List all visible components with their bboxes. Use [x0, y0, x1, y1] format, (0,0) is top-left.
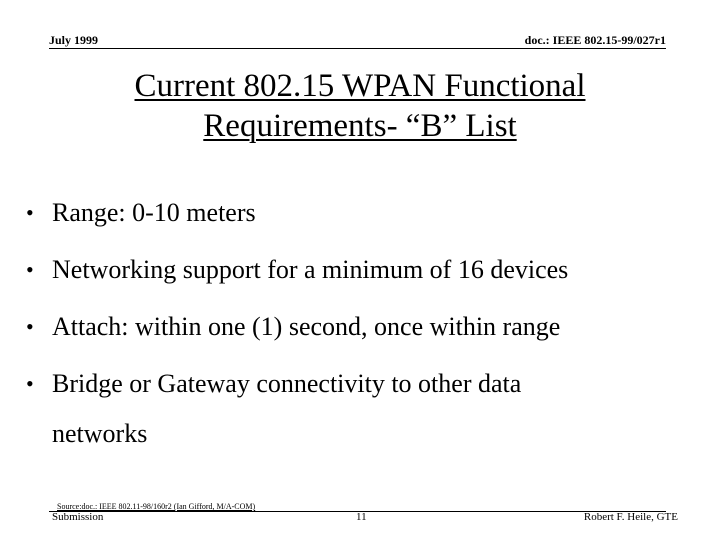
bullet-text: Range: 0-10 meters	[52, 198, 256, 227]
bullet-text-continuation: networks	[52, 419, 148, 448]
header-date: July 1999	[49, 33, 99, 47]
slide-title	[60, 66, 660, 146]
bullet-dot-icon: •	[26, 371, 34, 396]
footer-author: Robert F. Heile, GTE	[583, 511, 678, 523]
source-note: Source:doc.: IEEE 802.11-98/160r2 (Ian Gifford, M/A-COM)	[57, 502, 256, 511]
bullet-item-range	[26, 190, 696, 236]
bullet-text: Networking support for a minimum of 16 devices	[52, 255, 569, 284]
bullet-text: Bridge or Gateway connectivity to other data	[52, 369, 522, 398]
bullet-text: Attach: within one (1) second, once within range	[52, 312, 561, 341]
page-number: 11	[356, 511, 367, 523]
bullet-dot-icon: •	[26, 314, 34, 339]
bullet-dot-icon: •	[26, 200, 34, 225]
footer-submission: Submission	[52, 511, 104, 523]
bullet-dot-icon: •	[26, 257, 34, 282]
bullet-list	[26, 190, 696, 468]
bullet-item-bridge	[26, 361, 696, 457]
slide-title-line-1: Current 802.15 WPAN Functional	[134, 68, 586, 104]
slide-title-line-2: Requirements- “B” List	[203, 108, 517, 144]
header-divider	[49, 48, 666, 49]
bullet-item-networking	[26, 247, 696, 293]
header-doc-id: doc.: IEEE 802.15-99/027r1	[524, 33, 666, 47]
bullet-item-attach	[26, 304, 696, 350]
